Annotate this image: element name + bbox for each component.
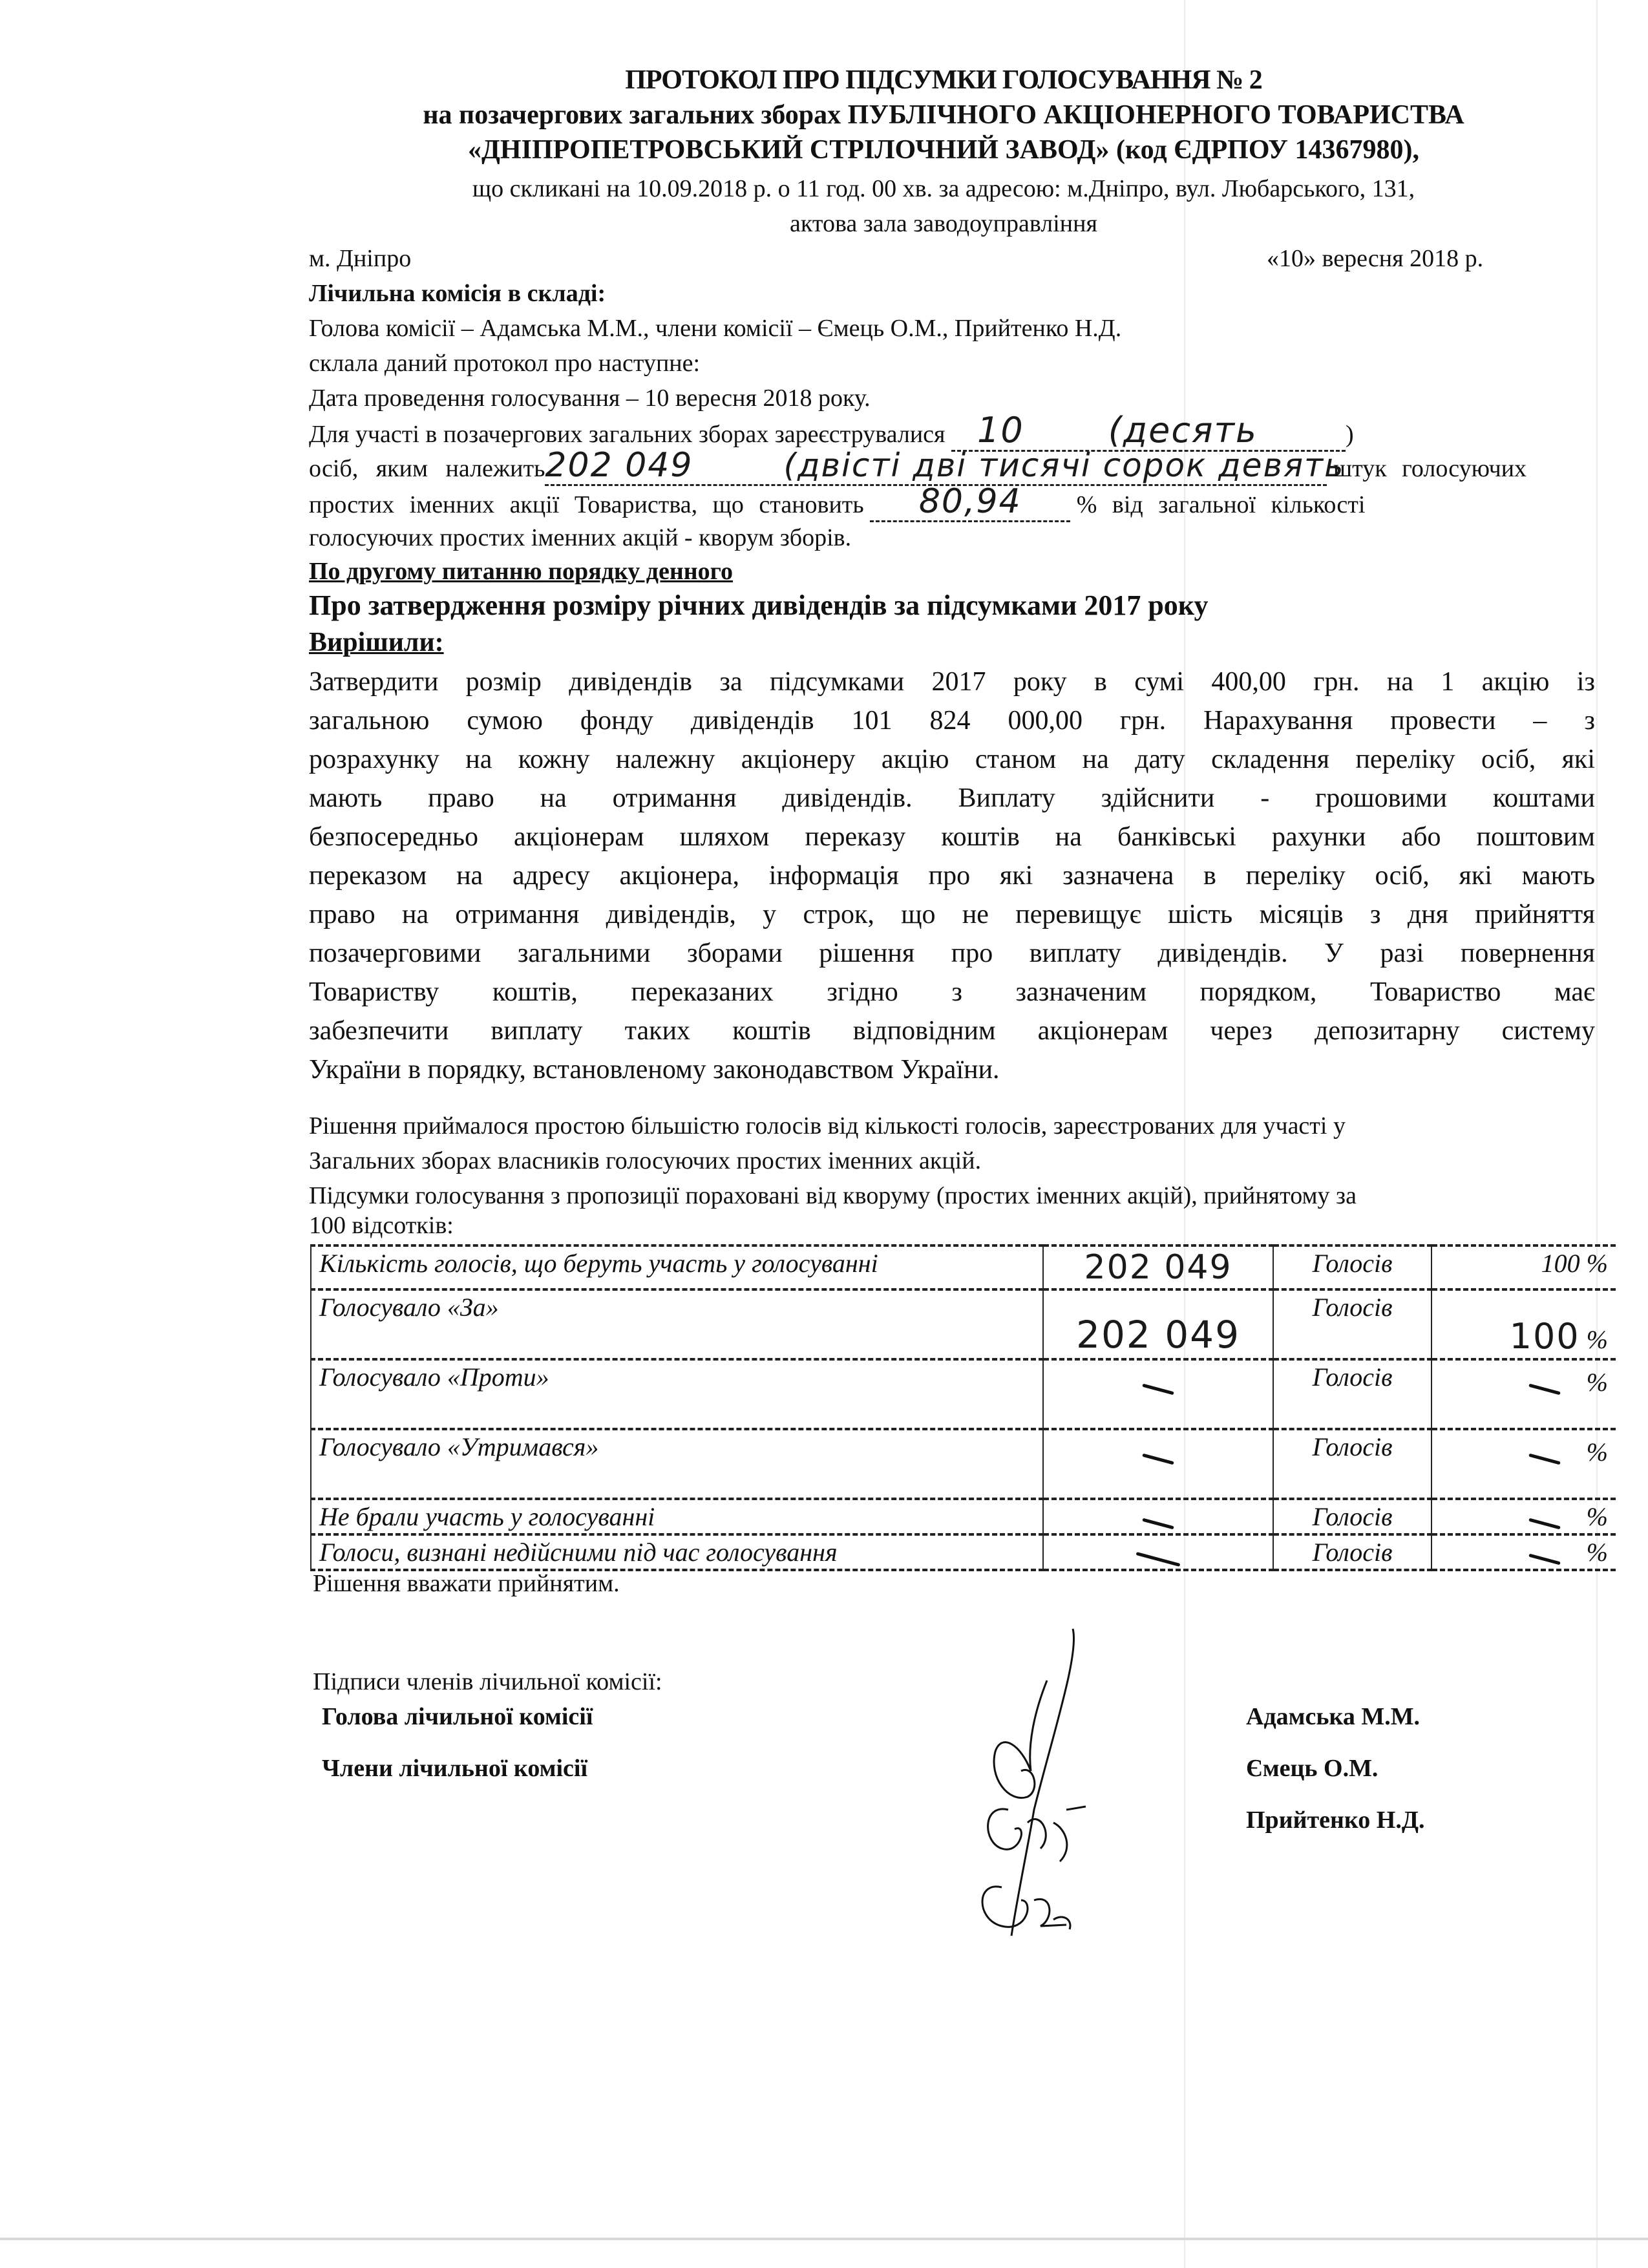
resolution-line: розрахунку на кожну належну акціонеру акцію станом на дату складення переліку осіб, які <box>309 745 1595 774</box>
row-unit: Голосів <box>1273 1289 1432 1359</box>
shares-suffix: штук голосуючих <box>1333 455 1527 482</box>
voting-rule-4: 100 відсотків: <box>309 1212 454 1239</box>
shares-words: (двісті дві тисячі сорок девять <box>783 447 1345 484</box>
commission-members: Голова комісії – Адамська М.М., члени комісії – Ємець О.М., Прийтенко Н.Д. <box>309 315 1122 342</box>
percent-sign: % <box>1586 1502 1608 1531</box>
shares-number: 202 049 <box>545 446 693 485</box>
row-value <box>1043 1289 1273 1359</box>
row-unit: Голосів <box>1273 1245 1432 1289</box>
handwritten-dash <box>1142 1384 1174 1395</box>
row-unit: Голосів <box>1273 1429 1432 1499</box>
row-percent <box>1431 1245 1616 1289</box>
shares-prefix: осіб, яким належить <box>309 455 545 482</box>
signatory-name: Ємець О.М. <box>1246 1755 1379 1782</box>
handwritten-dash <box>1528 1554 1561 1565</box>
row-value <box>1043 1499 1273 1534</box>
header-line-3 <box>284 133 1603 167</box>
handwritten-dash <box>1528 1454 1561 1465</box>
decision-text: Рішення вважати прийнятим. <box>313 1570 620 1597</box>
row-label: Голосувало «Утримався» <box>311 1429 1043 1499</box>
shares-blank <box>545 446 1345 486</box>
agenda-item-title: Про затвердження розміру річних дивідендів за підсумками 2017 року <box>309 589 1209 621</box>
percent-sign: % <box>1586 1249 1608 1278</box>
handwritten-dash <box>1142 1454 1174 1465</box>
resolution-line: Товариству коштів, переказаних згідно з зазначеним порядком, Товариство має <box>309 977 1595 1007</box>
row-unit: Голосів <box>1273 1534 1432 1570</box>
voting-rule-1: Рішення приймалося простою більшістю голосів від кількості голосів, зареєстрованих для участі у <box>309 1112 1346 1139</box>
row-percent <box>1431 1534 1616 1570</box>
members-label: Члени лічильної комісії <box>322 1755 588 1782</box>
resolution-line: забезпечити виплату таких коштів відповідним акціонерам через депозитарну систему <box>309 1016 1595 1046</box>
percent-value: 100 <box>1541 1249 1580 1278</box>
row-label: Голосувало «Проти» <box>311 1359 1043 1429</box>
percent-blank <box>870 482 1070 522</box>
table-row <box>311 1499 1616 1534</box>
company-code: (код ЄДРПОУ 14367980), <box>1109 135 1419 165</box>
percent-prefix: простих іменних акції Товариства, що становить <box>309 491 864 518</box>
document-title: ПРОТОКОЛ ПРО ПІДСУМКИ ГОЛОСУВАННЯ № 2 <box>625 65 1262 95</box>
row-value <box>1043 1245 1273 1289</box>
percent-sign: % <box>1586 1325 1608 1354</box>
agenda-item-label: По другому питанню порядку денного <box>309 558 733 585</box>
vote-date: Дата проведення голосування – 10 вересня 2018 року. <box>309 385 871 412</box>
commission-heading: Лічильна комісія в складі: <box>309 280 606 307</box>
resolution-line: загальною сумою фонду дивідендів 101 824 000,00 грн. Нарахування провести – з <box>309 706 1595 736</box>
handwritten-dash <box>1136 1552 1181 1567</box>
row-label: Не брали участь у голосуванні <box>311 1499 1043 1534</box>
page-bottom-edge <box>0 2238 1648 2240</box>
header-line-5: актова зала заводоуправління <box>790 210 1097 237</box>
resolution-line: безпосередньо акціонерам шляхом переказу коштів на банківські рахунки або поштовим <box>309 822 1595 852</box>
percent-sign: % <box>1586 1538 1608 1567</box>
handwritten-dash <box>1528 1518 1561 1530</box>
signatures-graphic <box>956 1616 1163 1939</box>
header-line-2-plain: на позачергових загальних зборах <box>423 100 848 130</box>
votes-count: 202 049 <box>1076 1313 1240 1357</box>
row-percent <box>1431 1289 1616 1359</box>
table-row <box>311 1245 1616 1289</box>
table-row <box>311 1534 1616 1570</box>
voting-rule-3: Підсумки голосування з пропозиції пораховані від кворуму (простих іменних акцій), прийнятому за <box>309 1182 1357 1209</box>
resolution-line: переказом на адресу акціонера, інформація про які зазначена в переліку осіб, які мають <box>309 861 1595 891</box>
resolution-line: України в порядку, встановленому законодавством України. <box>309 1055 1000 1085</box>
company-name: «ДНІПРОПЕТРОВСЬКИЙ СТРІЛОЧНИЙ ЗАВОД» <box>468 135 1110 165</box>
resolved-label: Вирішили: <box>309 628 444 657</box>
header-line-4: що скликані на 10.09.2018 р. о 11 год. 00 хв. за адресою: м.Дніпро, вул. Любарського, 131, <box>472 175 1415 202</box>
handwritten-dash <box>1142 1518 1174 1530</box>
compiled-text: склала даний протокол про наступне: <box>309 350 701 377</box>
header-line-2 <box>284 98 1603 132</box>
signatures-heading: Підписи членів лічильної комісії: <box>313 1668 662 1695</box>
row-percent <box>1431 1429 1616 1499</box>
resolution-line: Затвердити розмір дивідендів за підсумками 2017 року в сумі 400,00 грн. на 1 акцію із <box>309 667 1595 697</box>
row-unit: Голосів <box>1273 1359 1432 1429</box>
close-paren: ) <box>1346 421 1354 448</box>
city: м. Дніпро <box>309 245 412 272</box>
resolution-line: право на отримання дивідендів, у строк, що не перевищує шість місяців з дня прийняття <box>309 900 1595 929</box>
table-row <box>311 1289 1616 1359</box>
percent-sign: % <box>1586 1437 1608 1467</box>
row-percent <box>1431 1499 1616 1534</box>
document-date: «10» вересня 2018 р. <box>1267 245 1484 272</box>
company-type: ПУБЛІЧНОГО АКЦІОНЕРНОГО ТОВАРИСТВА <box>847 100 1464 130</box>
registration-line-3 <box>309 482 1366 522</box>
voting-results-table <box>310 1244 1616 1571</box>
row-label: Голосувало «За» <box>311 1289 1043 1359</box>
quorum-percent: 80,94 <box>918 482 1022 521</box>
chair-label: Голова лічильної комісії <box>322 1703 593 1730</box>
row-value <box>1043 1534 1273 1570</box>
scan-artifact <box>1596 0 1598 2268</box>
persons-words: (десять <box>1108 410 1258 450</box>
row-percent <box>1431 1359 1616 1429</box>
voting-rule-2: Загальних зборах власників голосуючих простих іменних акцій. <box>309 1147 982 1174</box>
row-value <box>1043 1359 1273 1429</box>
persons-number: 10 <box>977 410 1024 450</box>
row-value <box>1043 1429 1273 1499</box>
signatory-name: Прийтенко Н.Д. <box>1246 1807 1425 1834</box>
row-unit: Голосів <box>1273 1499 1432 1534</box>
votes-count: 202 049 <box>1084 1248 1232 1287</box>
handwritten-dash <box>1528 1384 1561 1395</box>
registration-line-4: голосуючих простих іменних акцій - кворум зборів. <box>309 524 852 551</box>
row-label: Кількість голосів, що беруть участь у голосуванні <box>311 1245 1043 1289</box>
percent-value: 100 <box>1509 1316 1580 1357</box>
row-label: Голоси, визнані недійсними під час голосування <box>311 1534 1043 1570</box>
percent-sign: % <box>1586 1368 1608 1397</box>
resolution-line: позачерговими загальними зборами рішення про виплату дивідендів. У разі повернення <box>309 938 1595 968</box>
registration-line-2 <box>309 446 1595 486</box>
signatory-name: Адамська М.М. <box>1246 1703 1421 1730</box>
table-row <box>311 1359 1616 1429</box>
percent-suffix: % від загальної кількості <box>1076 491 1366 518</box>
table-row <box>311 1429 1616 1499</box>
registration-prefix: Для участі в позачергових загальних зборах зареєструвалися <box>309 421 945 448</box>
resolution-line: мають право на отримання дивідендів. Виплату здійснити - грошовими коштами <box>309 783 1595 813</box>
